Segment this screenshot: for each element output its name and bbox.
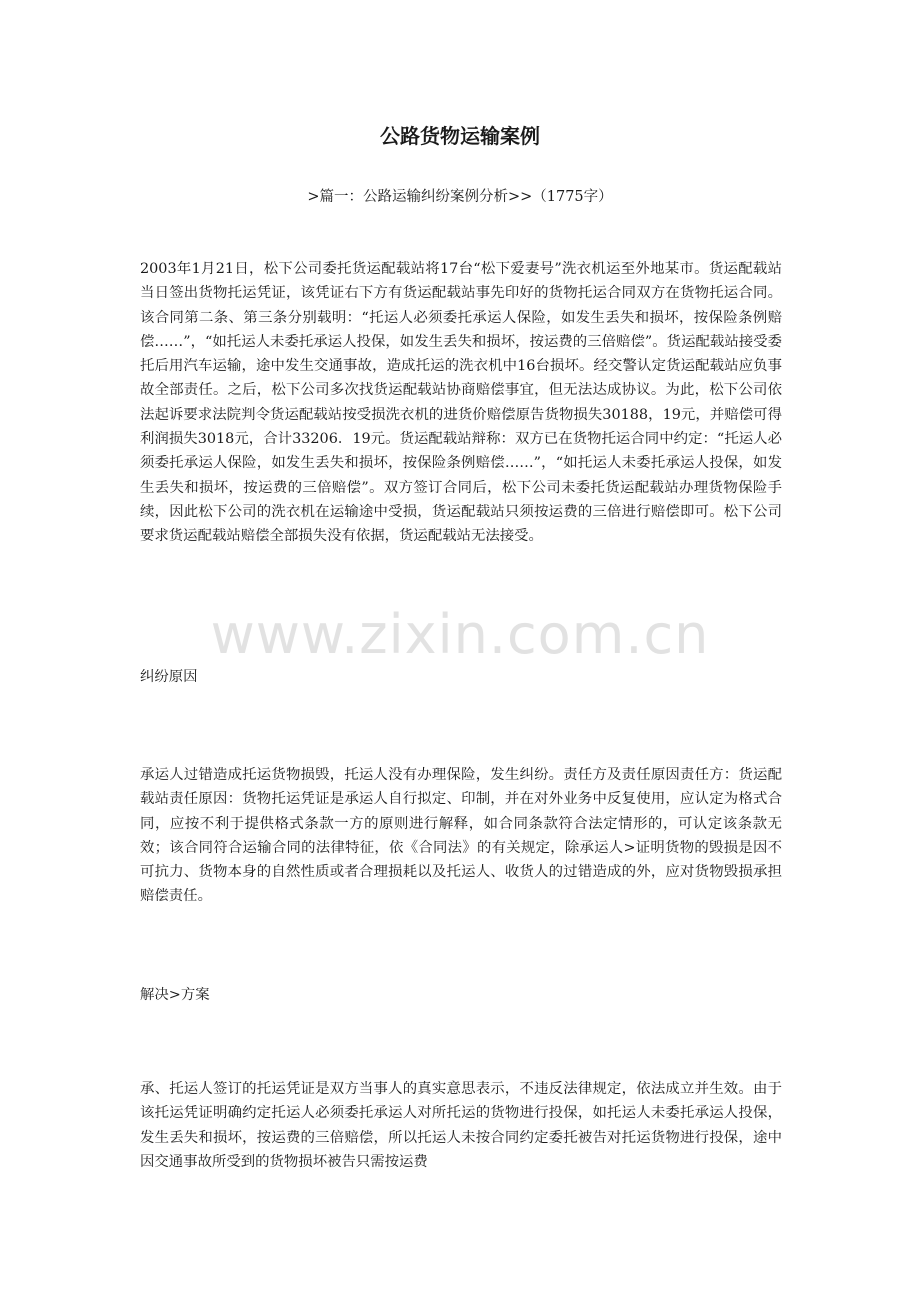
paragraph-case-facts: 2003年1月21日，松下公司委托货运配载站将17台“松下爱妻号”洗衣机运至外地某市。货运配载站当日签出货物托运凭证，该凭证右下方有货运配载站事先印好的货物托运合同双方在货物托运合同。该合同第二条、第三条分别载明：“托运人必须委托承运人保险，如发生丢失和损坏，按保险条例赔偿……”，“如托运人未委托承运人投保，如发生丢失和损坏，按运费的三倍赔偿”。货运配载站接受委托后用汽车运输，途中发生交通事故，造成托运的洗衣机中16台损坏。经交警认定货运配载站应负事故全部责任。之后，松下公司多次找货运配载站协商赔偿事宜，但无法达成协议。为此，松下公司依法起诉要求法院判令货运配载站按受损洗衣机的进货价赔偿原告货物损失30188，19元，并赔偿可得利润损失3018元，合计33206．19元。货运配载站辩称：双方已在货物托运合同中约定：“托运人必须委托承运人保险，如发生丢失和损坏，按保险条例赔偿……”，“如托运人未委托承运人投保，如发生丢失和损坏，按运费的三倍赔偿”。双方签订合同后，松下公司未委托货运配载站办理货物保险手续，因此松下公司的洗衣机在运输途中受损，货运配载站只须按运费的三倍进行赔偿即可。松下公司要求货运配载站赔偿全部损失没有依据，货运配载站无法接受。	[140, 261, 782, 545]
watermark-text: www.zixin.com.cn	[210, 603, 710, 666]
document-title: 公路货物运输案例	[380, 124, 540, 148]
section-heading-dispute-cause: 纠纷原因	[140, 669, 198, 685]
document-subtitle: >篇一：公路运输纠纷案例分析>>（1775字）	[307, 189, 613, 205]
paragraph-solution: 承、托运人签订的托运凭证是双方当事人的真实意思表示，不违反法律规定，依法成立并生效。由于该托运凭证明确约定托运人必须委托承运人对所托运的货物进行投保，如托运人未委托承运人投保，发生丢失和损坏，按运费的三倍赔偿，所以托运人未按合同约定委托被告对托运货物进行投保，途中因交通事故所受到的货物损坏被告只需按运费	[140, 1081, 782, 1170]
section-heading-solution: 解决>方案	[140, 987, 210, 1003]
paragraph-dispute-cause: 承运人过错造成托运货物损毁，托运人没有办理保险，发生纠纷。责任方及责任原因责任方：货运配载站责任原因：货物托运凭证是承运人自行拟定、印制，并在对外业务中反复使用，应认定为格式合同，应按不利于提供格式条款一方的原则进行解释，如合同条款符合法定情形的，可认定该条款无效；该合同符合运输合同的法律特征，依《合同法》的有关规定，除承运人>证明货物的毁损是因不可抗力、货物本身的自然性质或者合理损耗以及托运人、收货人的过错造成的外，应对货物毁损承担赔偿责任。	[140, 767, 782, 905]
